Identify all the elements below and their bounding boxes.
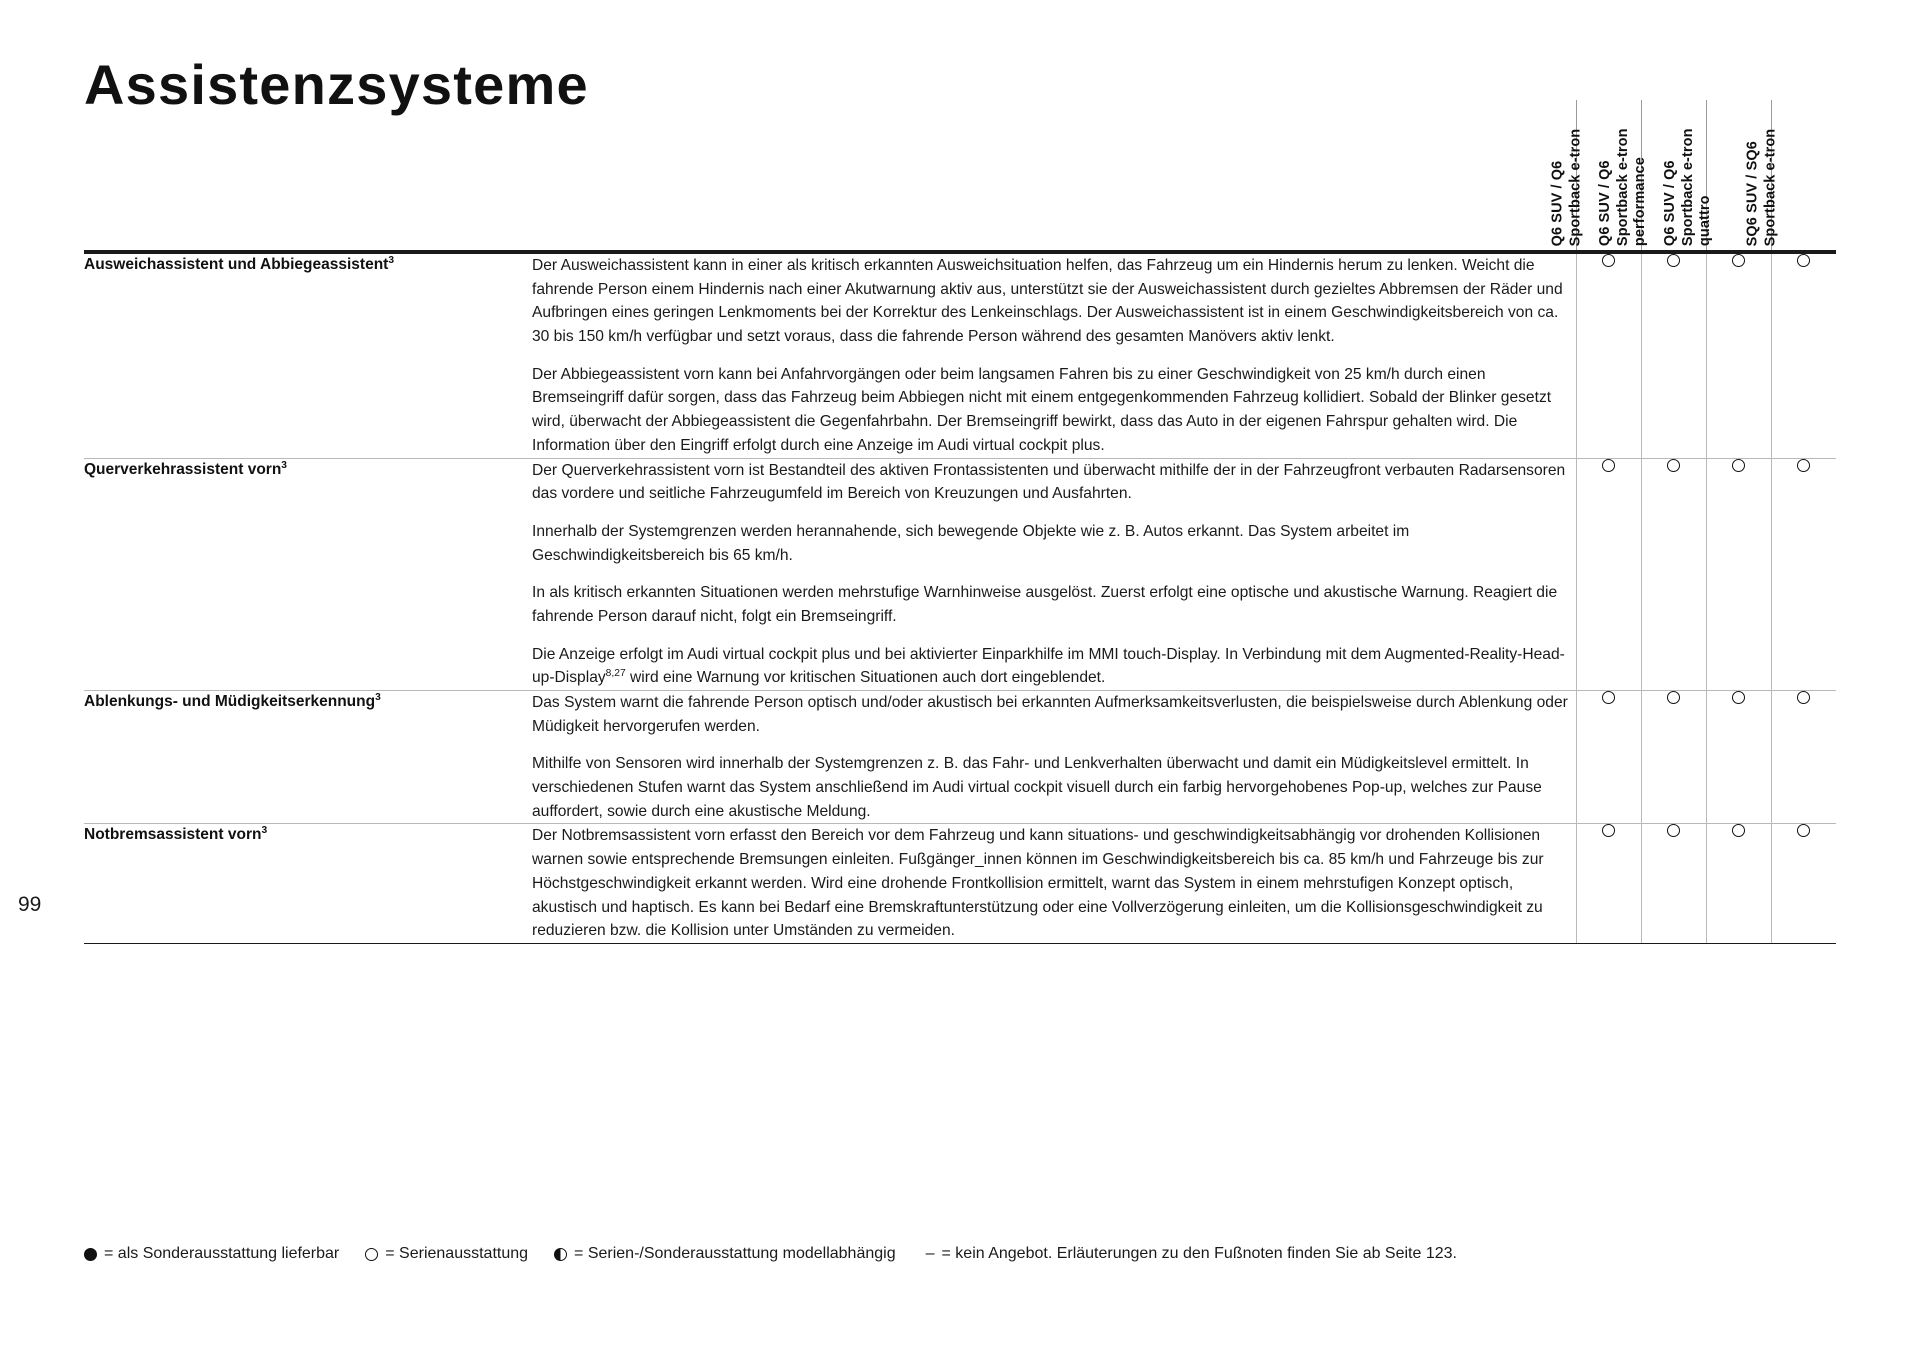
- half-circle-icon: [554, 1248, 567, 1261]
- page-number: 99: [18, 893, 42, 916]
- column-header-col2-line1: Q6 SUV / Q6: [1596, 160, 1613, 246]
- legend-label-unavailable: = kein Angebot. Erläuterungen zu den Fußnoten finden Sie ab Seite 123.: [941, 1245, 1457, 1262]
- column-header-col2-line2: Sportback e-tron: [1614, 128, 1631, 246]
- open-circle-icon: [1797, 254, 1810, 267]
- dash-icon: –: [925, 1245, 935, 1262]
- legend-item-model-dependent: [554, 1243, 896, 1265]
- availability-cell: [1576, 824, 1641, 943]
- legend-item-standard: [365, 1243, 528, 1265]
- availability-cell: [1641, 691, 1706, 824]
- open-circle-icon: [1667, 824, 1680, 837]
- column-header-col1-line1: Q6 SUV / Q6: [1549, 160, 1566, 246]
- table-row: [84, 691, 1836, 824]
- feature-description-cell: [532, 691, 1576, 824]
- open-circle-icon: [1797, 459, 1810, 472]
- open-circle-icon: [1797, 824, 1810, 837]
- table-row: [84, 458, 1836, 691]
- open-circle-icon: [1667, 254, 1680, 267]
- open-circle-icon: [1667, 459, 1680, 472]
- availability-cell: [1771, 824, 1836, 943]
- availability-cell: [1771, 458, 1836, 691]
- feature-description-cell: [532, 254, 1576, 458]
- description-paragraph: Der Abbiegeassistent vorn kann bei Anfahrvorgängen oder beim langsamen Fahren bis zu einer Geschwindigkeit von 25 km/h durch einen Bremseingriff dafür sorgen, dass das Fahrzeug beim Abbiegen nicht mit einem entgegenkommenden Fahrzeug kollidiert. Sobald der Blinker gesetzt wird, überwacht der Abbiegeassistent die Gegenfahrbahn. Der Bremseingriff bewirkt, dass das Auto in der eigenen Fahrspur gehalten wird. Die Information über den Eingriff erfolgt durch eine Anzeige im Audi virtual cockpit plus.: [532, 365, 1552, 454]
- footnote-marker: 3: [375, 691, 381, 703]
- legend-label-optional: = als Sonderausstattung lieferbar: [104, 1245, 340, 1262]
- open-circle-icon: [365, 1248, 378, 1261]
- availability-cell: [1706, 458, 1771, 691]
- open-circle-icon: [1602, 691, 1615, 704]
- column-header-col1-line2: Sportback e-tron: [1566, 128, 1583, 246]
- feature-description-cell: [532, 824, 1576, 943]
- open-circle-icon: [1602, 824, 1615, 837]
- header-blank-desc: [532, 100, 1576, 250]
- table-row: [84, 824, 1836, 943]
- footnote-marker: 3: [261, 825, 268, 837]
- description-paragraph: Der Querverkehrassistent vorn ist Bestandteil des aktiven Frontassistenten und überwacht mithilfe der in der Fahrzeugfront verbauten Radarsensoren das vordere und seitliche Fahrzeugumfeld im Bereich von Kreuzungen und Ausfahrten.: [532, 461, 1566, 503]
- availability-cell: [1771, 691, 1836, 824]
- description-paragraph: Mithilfe von Sensoren wird innerhalb der Systemgrenzen z. B. das Fahr- und Lenkverhalten überwacht und damit ein Müdigkeitslevel ermittelt. In verschiedenen Stufen warnt das System anschließend im Audi virtual cockpit visuell durch ein farbig hervorgehobenes Pop-up, welches zur Pause auffordert, sowie durch eine akustische Meldung.: [532, 755, 1542, 820]
- description-paragraph: In als kritisch erkannten Situationen werden mehrstufige Warnhinweise ausgelöst. Zuerst erfolgt eine optische und akustische Warnung. Reagiert die fahrende Person darauf nicht, folgt ein Bremseingriff.: [532, 584, 1558, 625]
- feature-name-cell: Ausweichassistent und Abbiegeassistent$^3$: [84, 254, 532, 458]
- legend-item-unavailable: [926, 1243, 1457, 1265]
- header-blank-name: [84, 100, 532, 250]
- open-circle-icon: [1602, 459, 1615, 472]
- feature-name-cell: Ablenkungs- und Müdigkeitserkennung$^3$: [84, 691, 532, 824]
- availability-cell: [1706, 254, 1771, 458]
- footnote-marker: 3: [281, 459, 287, 471]
- description-paragraph: Der Ausweichassistent kann in einer als kritisch erkannten Ausweichsituation helfen, das Fahrzeug um ein Hindernis herum zu lenken. Weicht die fahrende Person einem Hindernis nach einer Akutwarnung aktiv aus, unterstützt sie der Ausweichassistent durch gezieltes Abbremsen der Räder und Aufbringen eines geringen Lenkmoments bei der Korrektur des Lenkeinschlags. Der Ausweichassistent ist in einem Geschwindigkeitsbereich von ca. 30 bis 150 km/h verfügbar und setzt voraus, dass die fahrende Person während des gesamten Manövers aktiv lenkt.: [532, 257, 1563, 346]
- column-header-col3-line2: Sportback e-tron: [1679, 128, 1696, 246]
- availability-cell: [1641, 458, 1706, 691]
- feature-description-cell: [532, 458, 1576, 691]
- availability-cell: [1576, 458, 1641, 691]
- availability-cell: [1706, 691, 1771, 824]
- filled-circle-icon: [84, 1248, 97, 1261]
- table-header: [84, 100, 1836, 254]
- legend-label-standard: = Serienausstattung: [385, 1245, 529, 1262]
- feature-name-cell: Querverkehrassistent vorn$^3$: [84, 458, 532, 691]
- open-circle-icon: [1732, 824, 1745, 837]
- specification-table-container: [84, 100, 1836, 944]
- column-header-col2-line3: performance: [1631, 157, 1648, 246]
- availability-cell: [1576, 691, 1641, 824]
- feature-name-cell: Notbremsassistent vorn$^3$: [84, 824, 532, 943]
- description-paragraph: Die Anzeige erfolgt im Audi virtual cockpit plus und bei aktivierter Einparkhilfe im MMI touch-Display. In Verbindung mit dem Augmented-Reality-Head-up-Display$^{8,27}$ wird eine Warnung vor kritischen Situationen auch dort eingeblendet.: [532, 645, 1565, 687]
- open-circle-icon: [1602, 254, 1615, 267]
- open-circle-icon: [1667, 691, 1680, 704]
- availability-cell: [1706, 824, 1771, 943]
- column-header-col3-line1: Q6 SUV / Q6: [1661, 160, 1678, 246]
- description-paragraph: Innerhalb der Systemgrenzen werden herannahende, sich bewegende Objekte wie z. B. Autos erkannt. Das System arbeitet im Geschwindigkeitsbereich bis 65 km/h.: [532, 522, 1410, 564]
- open-circle-icon: [1732, 254, 1745, 267]
- availability-cell: [1771, 254, 1836, 458]
- page-title: Assistenzsysteme: [84, 53, 589, 116]
- open-circle-icon: [1732, 691, 1745, 704]
- footnote-marker: 3: [388, 254, 395, 266]
- column-header-col4-line1: SQ6 SUV / SQ6: [1744, 140, 1761, 246]
- availability-cell: [1641, 824, 1706, 943]
- specification-table: [84, 100, 1836, 944]
- legend-item-optional: [84, 1243, 339, 1265]
- description-paragraph: Das System warnt die fahrende Person optisch und/oder akustisch bei erkannten Aufmerksamkeitsverlusten, die beispielsweise durch Ablenkung oder Müdigkeit hervorgerufen werden.: [532, 694, 1568, 735]
- description-paragraph: Der Notbremsassistent vorn erfasst den Bereich vor dem Fahrzeug und kann situations- und geschwindigkeitsabhängig vor drohenden Kollisionen warnen sowie entsprechende Bremsungen einleiten. Fußgänger_innen können im Geschwindigkeitsbereich bis ca. 85 km/h und Fahrzeuge bis zur Höchstgeschwindigkeit erkannt werden. Wird eine drohende Frontkollision ermittelt, warnt das System in einem mehrstufigen Konzept optisch, akustisch und haptisch. Es kann bei Bedarf eine Bremskraftunterstützung oder eine Vollverzögerung einleiten, um die Kollisionsgeschwindigkeit zu reduzieren bzw. die Kollision unter Umständen zu vermeiden.: [532, 827, 1544, 940]
- column-header-col3-line3: quattro: [1696, 195, 1713, 246]
- column-header-col4-line2: Sportback e-tron: [1762, 128, 1779, 246]
- open-circle-icon: [1797, 691, 1810, 704]
- legend-label-model-dependent: = Serien-/Sonderausstattung modellabhängig: [574, 1245, 896, 1262]
- legend: [84, 1243, 1844, 1265]
- availability-cell: [1641, 254, 1706, 458]
- table-body: [84, 254, 1836, 943]
- column-header-col4: [1744, 100, 1836, 250]
- availability-cell: [1576, 254, 1641, 458]
- open-circle-icon: [1732, 459, 1745, 472]
- table-row: [84, 254, 1836, 458]
